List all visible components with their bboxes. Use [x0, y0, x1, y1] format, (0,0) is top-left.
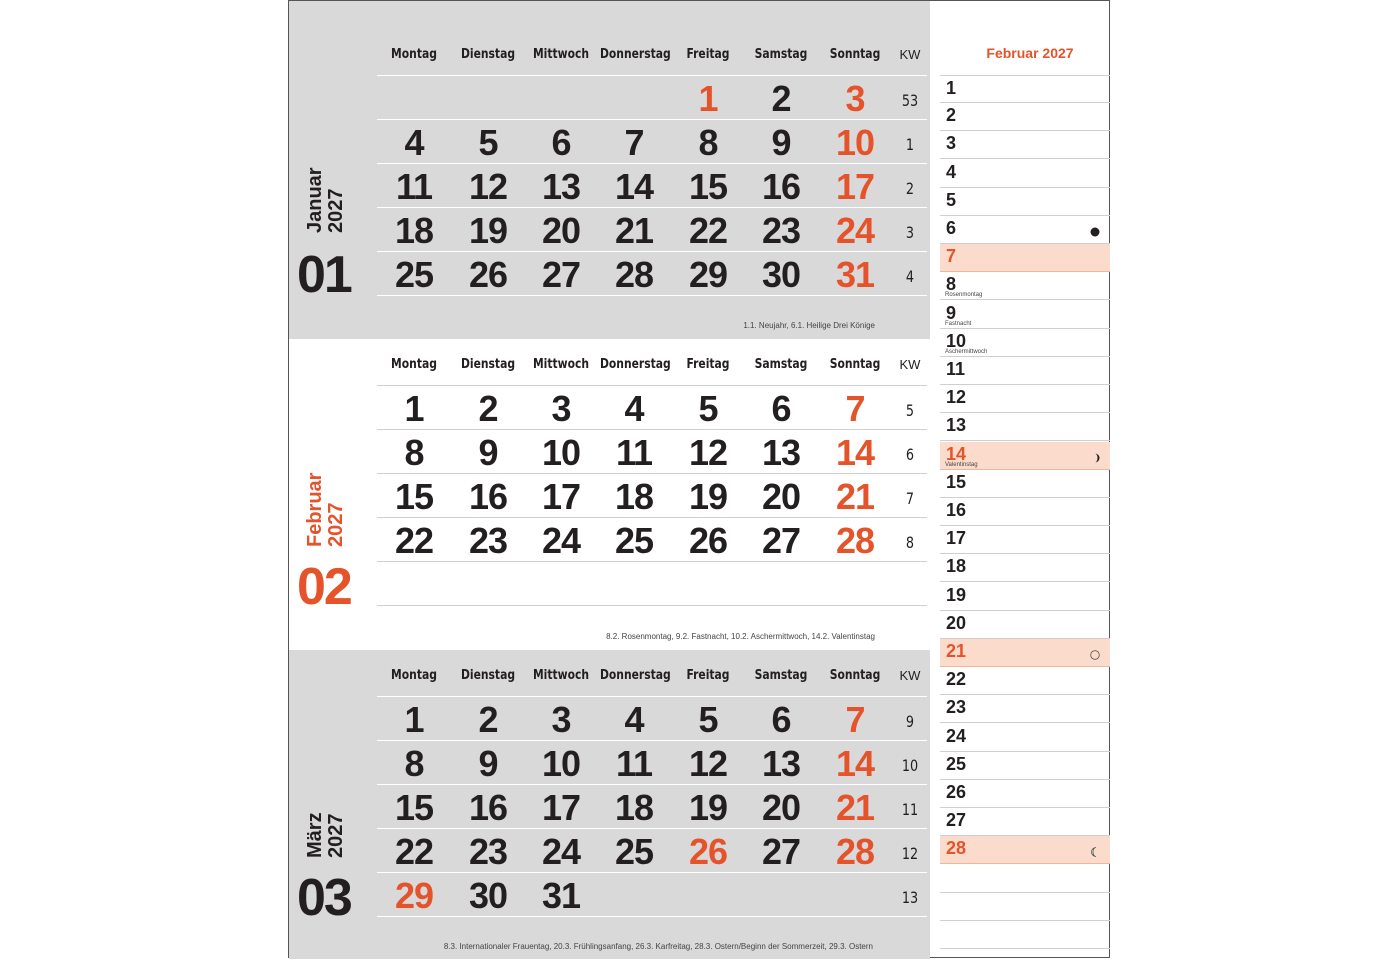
calendar-week-number: 13 [901, 888, 919, 907]
day-cell: 20 [541, 210, 581, 251]
sidebar-month-planner [940, 1, 1110, 959]
sidebar-day-row [940, 442, 1110, 470]
month-block-02 [289, 339, 930, 650]
sidebar-day-number: 17 [946, 528, 967, 549]
sidebar-day-number: 2 [946, 105, 957, 126]
day-cell: 20 [761, 476, 801, 517]
day-cell: 19 [468, 210, 508, 251]
sidebar-day-number: 23 [946, 697, 967, 718]
row-divider [377, 163, 927, 164]
month-name-vertical: Februar 2027 [304, 472, 347, 547]
day-cell: 28 [614, 254, 654, 295]
sidebar-day-row [940, 921, 1110, 949]
weekday-header: Sonntag [829, 47, 881, 62]
sidebar-day-row [940, 836, 1110, 864]
calendar-week-header: KW [899, 47, 921, 62]
sidebar-day-label: Valentinstag [945, 461, 978, 468]
month-block-03 [289, 650, 930, 959]
weekday-header: Freitag [686, 357, 730, 372]
weekday-header: Dienstag [460, 668, 516, 683]
sidebar-day-number: 15 [946, 471, 967, 492]
day-cell: 11 [615, 432, 653, 473]
sidebar-day-number: 18 [946, 556, 967, 577]
day-cell: 7 [845, 388, 865, 429]
month-number: 03 [297, 869, 351, 927]
day-cell: 3 [551, 699, 571, 740]
sidebar-day-number: 9 [946, 302, 957, 323]
calendar-week-header: KW [899, 668, 921, 683]
day-cell: 4 [624, 388, 644, 429]
day-cell: 29 [394, 875, 434, 916]
sidebar-day-number: 16 [946, 500, 967, 520]
day-cell: 6 [771, 388, 791, 429]
day-cell: 15 [688, 166, 728, 207]
holiday-note: 8.2. Rosenmontag, 9.2. Fastnacht, 10.2. Aschermittwoch, 14.2. Valentinstag [606, 632, 875, 641]
weekday-header: Freitag [686, 668, 730, 683]
day-cell: 8 [404, 743, 424, 784]
day-cell: 23 [468, 520, 508, 561]
day-cell: 8 [404, 432, 424, 473]
day-cell: 23 [761, 210, 801, 251]
sidebar-day-row [940, 526, 1110, 554]
day-cell: 19 [688, 476, 728, 517]
row-divider [377, 429, 927, 430]
row-divider [377, 473, 927, 474]
last-quarter-moon-icon [1090, 844, 1100, 854]
month-number: 02 [297, 558, 351, 616]
day-cell: 2 [771, 78, 791, 119]
sidebar-day-row [940, 272, 1110, 300]
day-cell: 7 [624, 122, 644, 163]
weekday-header: Donnerstag [599, 47, 671, 62]
day-cell: 21 [835, 787, 875, 828]
day-cell: 11 [615, 743, 653, 784]
month-block-01 [289, 1, 930, 339]
day-cell: 8 [698, 122, 718, 163]
sidebar-day-row [940, 188, 1110, 216]
day-cell: 2 [478, 388, 498, 429]
day-cell: 18 [614, 476, 654, 517]
holiday-note: 1.1. Neujahr, 6.1. Heilige Drei Könige [743, 321, 875, 330]
day-cell: 14 [835, 432, 875, 473]
sidebar-day-row [940, 470, 1110, 498]
sidebar-day-number: 1 [946, 78, 957, 98]
sidebar-day-row [940, 865, 1110, 893]
day-cell: 28 [835, 831, 875, 872]
sidebar-day-number: 6 [946, 218, 957, 238]
full-moon-icon [1090, 647, 1100, 657]
day-cell: 15 [394, 476, 434, 517]
day-cell: 13 [541, 166, 581, 207]
month-name-vertical: März 2027 [304, 812, 347, 858]
weekday-header: Donnerstag [599, 668, 671, 683]
day-cell: 27 [541, 254, 581, 295]
sidebar-day-row [940, 752, 1110, 780]
day-cell: 5 [698, 699, 718, 740]
sidebar-day-number: 20 [946, 612, 967, 633]
row-divider [377, 517, 927, 518]
weekday-header: Samstag [754, 357, 808, 372]
day-cell: 6 [551, 122, 571, 163]
day-cell: 30 [761, 254, 801, 295]
sidebar-day-number: 21 [946, 641, 967, 661]
day-cell: 17 [541, 787, 581, 828]
weekday-header: Freitag [686, 47, 730, 62]
weekday-header: Dienstag [460, 357, 516, 372]
wall-calendar [288, 0, 1110, 958]
calendar-week-number: 12 [901, 844, 919, 863]
weekday-header: Samstag [754, 668, 808, 683]
sidebar-day-row [940, 103, 1110, 131]
day-cell: 10 [835, 122, 875, 163]
sidebar-day-row [940, 413, 1110, 441]
day-cell: 26 [468, 254, 508, 295]
month-number: 01 [297, 246, 351, 304]
sidebar-day-row [940, 639, 1110, 667]
sidebar-day-row [940, 695, 1110, 723]
day-cell: 1 [404, 388, 424, 429]
sidebar-day-number: 25 [946, 753, 967, 774]
weekday-header: Donnerstag [599, 357, 671, 372]
sidebar-day-row [940, 780, 1110, 808]
row-divider [377, 696, 927, 697]
weekday-header: Mittwoch [532, 47, 590, 62]
day-cell: 27 [761, 520, 801, 561]
sidebar-day-number: 8 [946, 274, 957, 295]
row-divider [377, 605, 927, 606]
calendar-week-number: 3 [905, 223, 915, 242]
day-cell: 17 [541, 476, 581, 517]
weekday-header: Mittwoch [532, 668, 590, 683]
calendar-week-number: 1 [905, 135, 915, 154]
day-cell: 30 [468, 875, 508, 916]
calendar-week-number: 2 [905, 179, 915, 198]
day-cell: 31 [835, 254, 875, 295]
sidebar-day-row [940, 554, 1110, 582]
day-cell: 4 [404, 122, 424, 163]
day-cell: 28 [835, 520, 875, 561]
row-divider [377, 207, 927, 208]
sidebar-day-row [940, 244, 1110, 272]
calendar-week-number: 4 [905, 267, 915, 286]
sidebar-day-row [940, 893, 1110, 921]
day-cell: 14 [835, 743, 875, 784]
day-cell: 10 [541, 743, 581, 784]
day-cell: 26 [688, 831, 728, 872]
day-cell: 23 [468, 831, 508, 872]
day-cell: 13 [761, 432, 801, 473]
row-divider [377, 828, 927, 829]
weekday-header: Sonntag [829, 357, 881, 372]
sidebar-day-number: 28 [946, 838, 967, 859]
sidebar-day-row [940, 131, 1110, 159]
day-cell: 24 [541, 831, 581, 872]
sidebar-day-label: Fastnacht [945, 320, 972, 327]
calendar-week-number: 6 [905, 445, 915, 464]
sidebar-day-row [940, 583, 1110, 611]
day-cell: 10 [541, 432, 581, 473]
weekday-header: Montag [391, 668, 437, 683]
sidebar-day-number: 4 [946, 161, 957, 182]
day-cell: 9 [478, 432, 498, 473]
day-cell: 18 [394, 210, 434, 251]
sidebar-day-row [940, 216, 1110, 244]
day-cell: 29 [688, 254, 728, 295]
day-cell: 11 [395, 166, 433, 207]
sidebar-day-number: 22 [946, 669, 967, 690]
day-cell: 22 [688, 210, 728, 251]
day-cell: 20 [761, 787, 801, 828]
day-cell: 3 [845, 78, 865, 119]
row-divider [377, 75, 927, 76]
sidebar-day-number: 7 [946, 246, 957, 267]
sidebar-day-row [940, 498, 1110, 526]
day-cell: 6 [771, 699, 791, 740]
day-cell: 24 [835, 210, 875, 251]
sidebar-day-row [940, 357, 1110, 385]
weekday-header: Samstag [754, 47, 808, 62]
day-cell: 7 [845, 699, 865, 740]
day-cell: 25 [394, 254, 434, 295]
sidebar-day-number: 10 [946, 330, 967, 351]
day-cell: 3 [551, 388, 571, 429]
row-divider [377, 385, 927, 386]
day-cell: 16 [468, 476, 508, 517]
day-cell: 16 [468, 787, 508, 828]
sidebar-day-row [940, 329, 1110, 357]
day-cell: 1 [404, 699, 424, 740]
calendar-week-header: KW [899, 357, 921, 372]
row-divider [377, 916, 927, 917]
sidebar-day-row [940, 808, 1110, 836]
day-cell: 19 [688, 787, 728, 828]
sidebar-day-number: 3 [946, 133, 957, 154]
sidebar-day-number: 24 [946, 725, 967, 746]
sidebar-day-number: 27 [946, 810, 967, 831]
day-cell: 21 [614, 210, 654, 251]
sidebar-day-row [940, 301, 1110, 329]
row-divider [377, 119, 927, 120]
day-cell: 27 [761, 831, 801, 872]
weekday-header: Mittwoch [532, 357, 590, 372]
sidebar-day-row [940, 160, 1110, 188]
sidebar-day-row [940, 75, 1110, 103]
calendar-week-number: 8 [905, 533, 915, 552]
calendar-week-number: 53 [901, 91, 919, 110]
new-moon-icon [1090, 224, 1100, 234]
row-divider [377, 295, 927, 296]
calendar-week-number: 5 [905, 401, 915, 420]
sidebar-day-label: Rosenmontag [945, 292, 983, 299]
weekday-header: Sonntag [829, 668, 881, 683]
day-cell: 25 [614, 831, 654, 872]
sidebar-day-number: 5 [946, 189, 957, 210]
day-cell: 12 [468, 166, 508, 207]
day-cell: 14 [614, 166, 654, 207]
day-cell: 21 [835, 476, 875, 517]
day-cell: 12 [688, 743, 728, 784]
day-cell: 9 [478, 743, 498, 784]
day-cell: 24 [541, 520, 581, 561]
sidebar-day-label: Aschermittwoch [945, 348, 988, 355]
weekday-header: Montag [391, 357, 437, 372]
day-cell: 22 [394, 831, 434, 872]
day-cell: 12 [688, 432, 728, 473]
row-divider [377, 740, 927, 741]
day-cell: 13 [761, 743, 801, 784]
day-cell: 9 [771, 122, 791, 163]
sidebar-day-row [940, 724, 1110, 752]
row-divider [377, 872, 927, 873]
sidebar-title: Februar 2027 [986, 45, 1074, 61]
day-cell: 16 [761, 166, 801, 207]
calendar-week-number: 7 [905, 489, 915, 508]
day-cell: 18 [614, 787, 654, 828]
sidebar-day-row [940, 385, 1110, 413]
calendar-week-number: 9 [905, 712, 915, 731]
row-divider [377, 561, 927, 562]
day-cell: 1 [698, 78, 718, 119]
calendar-week-number: 11 [901, 800, 919, 819]
holiday-note: 8.3. Internationaler Frauentag, 20.3. Frühlingsanfang, 26.3. Karfreitag, 28.3. Ostern/Beginn der Sommerzeit, 29.3. Ostern [443, 942, 873, 951]
sidebar-day-number: 26 [946, 782, 967, 802]
sidebar-day-number: 13 [946, 415, 967, 436]
day-cell: 25 [614, 520, 654, 561]
row-divider [377, 251, 927, 252]
sidebar-day-number: 12 [946, 387, 967, 408]
month-name-vertical: Januar 2027 [304, 167, 347, 233]
sidebar-day-number: 14 [946, 443, 967, 464]
day-cell: 17 [835, 166, 875, 207]
day-cell: 26 [688, 520, 728, 561]
row-divider [377, 784, 927, 785]
weekday-header: Dienstag [460, 47, 516, 62]
day-cell: 5 [478, 122, 498, 163]
calendar-week-number: 10 [901, 756, 919, 775]
sidebar-day-row [940, 611, 1110, 639]
day-cell: 2 [478, 699, 498, 740]
day-cell: 5 [698, 388, 718, 429]
first-quarter-moon-icon [1090, 450, 1100, 460]
sidebar-day-row [940, 667, 1110, 695]
day-cell: 4 [624, 699, 644, 740]
day-cell: 15 [394, 787, 434, 828]
day-cell: 31 [541, 875, 581, 916]
day-cell: 22 [394, 520, 434, 561]
sidebar-day-number: 19 [946, 584, 967, 605]
sidebar-day-number: 11 [946, 359, 966, 379]
weekday-header: Montag [391, 47, 437, 62]
